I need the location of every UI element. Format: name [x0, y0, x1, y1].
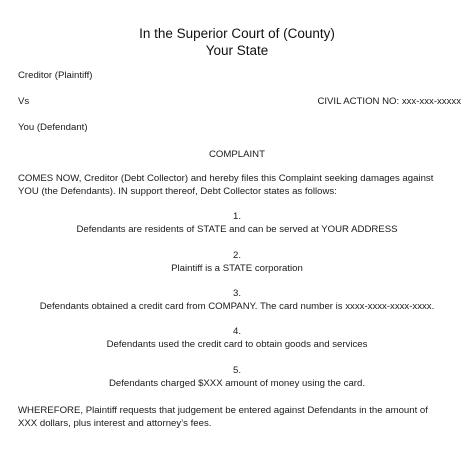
- allegation-number: 2.: [232, 250, 241, 261]
- court-name: In the Superior Court of (County): [139, 26, 335, 41]
- allegation-number: 3.: [232, 288, 241, 299]
- prayer-paragraph: [18, 404, 462, 430]
- allegation-number: 4.: [232, 326, 241, 337]
- intro-paragraph: [18, 172, 462, 198]
- civil-action-number: CIVIL ACTION NO: xxx-xxx-xxxxx: [317, 96, 461, 107]
- plaintiff-label: Creditor (Plaintiff): [18, 70, 93, 81]
- court-state: Your State: [205, 43, 269, 58]
- allegation-text: Plaintiff is a STATE corporation: [171, 263, 303, 274]
- versus-label: Vs: [18, 96, 30, 107]
- prayer-line: WHEREFORE, Plaintiff requests that judgement be entered against Defendants in the amount of: [18, 405, 428, 416]
- allegation-text: Defendants are residents of STATE and can be served at YOUR ADDRESS: [76, 224, 398, 235]
- intro-line: COMES NOW, Creditor (Debt Collector) and hereby files this Complaint seeking damages against: [18, 173, 434, 184]
- allegation-text: Defendants charged $XXX amount of money using the card.: [109, 378, 365, 389]
- allegation-number: 5.: [232, 365, 241, 376]
- allegation-number: 1.: [232, 211, 241, 222]
- allegation-text: Defendants used the credit card to obtain goods and services: [106, 339, 368, 350]
- document-heading: COMPLAINT: [209, 149, 265, 160]
- allegation-text: Defendants obtained a credit card from COMPANY. The card number is xxxx-xxxx-xxxx-xxxx.: [39, 301, 435, 312]
- prayer-line: XXX dollars, plus interest and attorney’s fees.: [18, 418, 212, 429]
- defendant-label: You (Defendant): [18, 122, 88, 133]
- intro-line: YOU (the Defendants). IN support thereof, Debt Collector states as follows:: [18, 186, 337, 197]
